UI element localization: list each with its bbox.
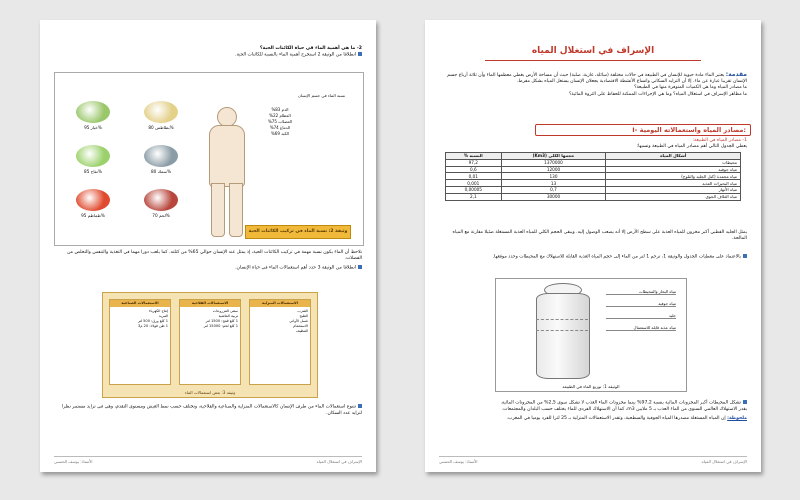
- paragraph: [439, 400, 747, 407]
- table-cell: مياه جوفية: [606, 166, 741, 173]
- paragraph: نلاحظ أن الماء يكون نسبة مهمة في تركيب الكائنات الحية، إذ يمثل عند الإنسان حوالي 65% من كتلته. كما يلعب دورا مهما في التغذية والتنفس والتخلص من الفضلات.: [67, 250, 362, 262]
- table-cell: 0,6: [446, 166, 502, 173]
- footer-title: الإسراف في استغلال المياه: [701, 459, 747, 464]
- checkbox-icon: [358, 404, 362, 408]
- table-cell: مياه الأنهار: [606, 186, 741, 193]
- food-item-fish: [131, 145, 191, 174]
- introduction: [425, 72, 761, 98]
- document-1-figure: [495, 278, 687, 392]
- panel-title: الاستعمالات الفلاحية: [180, 300, 240, 307]
- panel-title: الاستعمالات الصناعية: [110, 300, 170, 307]
- figure-label: مياه البحار والمحيطات: [606, 289, 676, 295]
- table-cell: 12000: [501, 166, 606, 173]
- table-row: [446, 159, 741, 166]
- table-row: [446, 166, 741, 173]
- note-lead: ملحوظة:: [727, 415, 747, 421]
- table-header-row: [446, 153, 741, 160]
- question-2-exercise: [54, 52, 362, 59]
- panel-line: 1 طن فولاذ: 20 م3: [137, 324, 168, 328]
- panel-line: الشرب: [297, 309, 308, 313]
- table-cell: 2,1: [446, 193, 502, 200]
- potato-icon: [144, 101, 178, 123]
- percent-header: نسبة الماء في جسم الإنسان: [297, 93, 345, 98]
- apple-icon: [76, 145, 110, 167]
- paragraph-text: تشكل المحيطات أكبر المخزونات المائية بنسبة 97,2% بينما مخزونات الماء العذب لا تشكل سوى 2,5% من المخزونات المائية.: [500, 400, 741, 406]
- panel-line: 1 كلغ قمح: 1500 لتر: [205, 319, 238, 323]
- figure-label: مياه جوفية: [606, 301, 676, 307]
- page-footer: [439, 456, 747, 464]
- checkbox-icon: [743, 254, 747, 258]
- tomato-icon: [76, 189, 110, 211]
- panel-line: سقي المزروعات: [212, 309, 238, 313]
- cylinder-band: [536, 319, 588, 331]
- document-3-caption: وثيقة 3: بعض استعمالات الماء: [184, 390, 236, 395]
- right-page-text-block: [425, 400, 761, 422]
- table-commentary: [425, 230, 761, 242]
- cucumber-icon: [76, 101, 110, 123]
- water-sources-table: [445, 152, 741, 201]
- panel-line: تربية الماشية: [218, 314, 238, 318]
- checkbox-icon: [358, 265, 362, 269]
- food-item-meat: [131, 189, 191, 218]
- column-header: النسبة %: [446, 153, 502, 160]
- food-label: طماطم 95%: [81, 213, 105, 218]
- panel-agricultural: [179, 299, 241, 385]
- footer-author: الأستاذ: يوسف الحسني: [439, 459, 478, 464]
- paragraph-text: تتنوع استعمالات الماء من طرف الإنسان كالاستعمالات المنزلية والصناعية والفلاحية، وتختلف حسب نمط العيش ومستوى التقدم، وهي في تزايد مستمر نظرا لتزايد عدد السكان.: [61, 404, 362, 416]
- table-cell: مياه مجمدة (كتل الجليد والثلوج): [606, 173, 741, 180]
- document-2-caption: وثيقة 2: نسبة الماء في تركيب الكائنات الحية: [245, 225, 351, 239]
- meat-icon: [144, 189, 178, 211]
- food-label: خيار 95%: [84, 125, 102, 130]
- exercise-1: [425, 254, 761, 261]
- table-row: [446, 173, 741, 180]
- table-cell: 0,01: [446, 173, 502, 180]
- column-header: حجمها الكلي (Km3): [501, 153, 606, 160]
- panel-line: التبريد: [158, 314, 168, 318]
- section-heading: I- مصادر المياه واستعمالاته اليومية:: [535, 124, 751, 136]
- document-1-caption: الوثيقة 1: توزيع الماء في الطبيعة: [562, 384, 620, 389]
- intro-question-2: ما مظاهر الإسراف في استغلال المياه؟ وما هي الإجراءات الممكنة للحفاظ على الثروة المائية؟: [568, 91, 747, 97]
- figure-label: جليد: [606, 313, 676, 319]
- document-page-left: [40, 20, 376, 472]
- panel-line: 1 كلغ لحم: 15000 لتر: [203, 324, 238, 328]
- food-item-tomato: [63, 189, 123, 218]
- table-cell: 0,001: [446, 180, 502, 187]
- title-underline: [485, 60, 701, 61]
- percent-item: الدم 83%: [271, 107, 289, 112]
- intro-lead: مقدمة:: [725, 71, 747, 78]
- intro-paragraph: [439, 72, 747, 85]
- exercise-paragraph: [439, 254, 747, 261]
- footer-title: الإسراف في استغلال المياه: [316, 459, 362, 464]
- exercise-text: انطلاقا من الوثيقة 2 استخرج أهمية الماء بالنسبة للكائنات الحية.: [235, 52, 356, 58]
- document-page-right: [425, 20, 761, 472]
- panel-line: الاستحمام: [293, 324, 308, 328]
- food-item-apple: [63, 145, 123, 174]
- subsection-text: يعطي الجدول التالي أهم مصادر المياه في الطبيعة ونسبها:: [636, 144, 747, 150]
- percent-item: الدماغ 74%: [269, 125, 291, 130]
- percent-item: العظام 22%: [269, 113, 291, 118]
- table-cell: مياه البحيرات العذبة: [606, 180, 741, 187]
- panel-domestic: [249, 299, 311, 385]
- percent-item: العضلات 75%: [267, 119, 293, 124]
- question-3-text: انطلاقا من الوثيقة 3 حدد أهم استعمالات الماء في حياة الإنسان.: [235, 265, 356, 271]
- food-item-cucumber: [63, 101, 123, 130]
- table-cell: 1370000: [501, 159, 606, 166]
- water-cylinder-illustration: [536, 293, 590, 379]
- panel-industrial: [109, 299, 171, 385]
- question-3: [54, 265, 362, 272]
- left-page-text-block-2: [40, 404, 376, 417]
- table-cell: محيطات: [606, 159, 741, 166]
- table-cell: مياه الغلاف الجوي: [606, 193, 741, 200]
- page-title: الإسراف في استغلال المياه: [531, 46, 655, 56]
- paragraph: يمثل الجليد القطبي أكبر مخزون للمياه العذبة على سطح الأرض إلا أنه يصعب الوصول إليه. ويبقى الحجم الكلي للمياه العذبة المستغلة ضئيلا مقارنة مع المياه المالحة.: [452, 230, 747, 242]
- food-label: تفاح 85%: [84, 169, 102, 174]
- document-2-figure: [54, 72, 364, 246]
- subsection-title: 1- مصادر المياه في الطبيعة:: [692, 138, 747, 143]
- table-row: [446, 193, 741, 200]
- panel-line: الطبخ: [299, 314, 308, 318]
- column-header: أشكال المياه: [606, 153, 741, 160]
- human-body-illustration: [205, 107, 247, 235]
- food-label: بطاطس 80%: [148, 125, 174, 130]
- paragraph: [54, 404, 362, 417]
- exercise-text: بالاعتماد على معطيات الجدول والوثيقة 1، ترجم 1 لتر من الماء إلى حجم المياه العذبة القابلة للاستهلاك مع المحيطات وحدد موقعها.: [492, 254, 741, 260]
- intro-text: يعتبر الماء مادة حيوية للإنسان في الطبيعة في حالات مختلفة (سائلة، غازية، صلبة) حيث أن مساحة الأرض يغطي معظمها الماء وأن ثلاثة أرباع جسم الإنسان تقريبا عبارة عن ماء. إلا أن التزايد السكاني واتساع الأنشطة الاقتصادية يجعلان الإنسان يستغل المياه بشكل مفرط.: [447, 73, 747, 85]
- table-cell: 13: [501, 180, 606, 187]
- subsection-1: [425, 138, 761, 150]
- panel-line: التنظيف: [295, 329, 308, 333]
- paragraph: يقدر الاستهلاك العالمي السنوي من الماء العذب بـ 5 ملايين m3، كما أن الاستهلاك الفردي للماء يختلف حسب البلدان والمجتمعات.: [501, 406, 747, 412]
- table-cell: 0,00005: [446, 186, 502, 193]
- panel-line: إنتاج الكهرباء: [148, 309, 168, 313]
- note-text: إن المياه المستغلة مصدرها المياه الجوفية والسطحية، وتقدر الاستعمالات المنزلية بـ 25 لترا للفرد يوميا في المغرب.: [506, 415, 726, 421]
- left-page-text-block-1: [40, 250, 376, 272]
- food-label: لحم 70%: [152, 213, 170, 218]
- table-cell: 0,7: [501, 186, 606, 193]
- panel-line: 1 كلغ ورق: 500 لتر: [137, 319, 168, 323]
- table-row: [446, 180, 741, 187]
- percent-item: الكبد 69%: [270, 131, 290, 136]
- table-row: [446, 186, 741, 193]
- table-cell: 97,2: [446, 159, 502, 166]
- page-footer: [54, 456, 362, 464]
- panel-title: الاستعمالات المنزلية: [250, 300, 310, 307]
- panel-line: غسل الأواني: [289, 319, 308, 323]
- document-3-figure: [102, 292, 318, 398]
- food-item-potato: [131, 101, 191, 130]
- fish-icon: [144, 145, 178, 167]
- note: [439, 416, 747, 422]
- question-2: 2- ما هي أهمية الماء في حياة الكائنات الحية؟: [259, 46, 362, 51]
- percent-list: [263, 107, 297, 137]
- checkbox-icon: [358, 52, 362, 56]
- checkbox-icon: [743, 400, 747, 404]
- table-cell: 30000: [501, 193, 606, 200]
- footer-author: الأستاذ: يوسف الحسني: [54, 459, 93, 464]
- food-label: سمك 80%: [150, 169, 172, 174]
- figure-label: مياه عذبة قابلة للاستعمال: [606, 325, 676, 331]
- intro-question-1: ما مصادر المياه وما هي الكميات المتوفرة منها في الطبيعة؟: [634, 85, 747, 91]
- table-cell: 130: [501, 173, 606, 180]
- left-page-header: [40, 46, 376, 59]
